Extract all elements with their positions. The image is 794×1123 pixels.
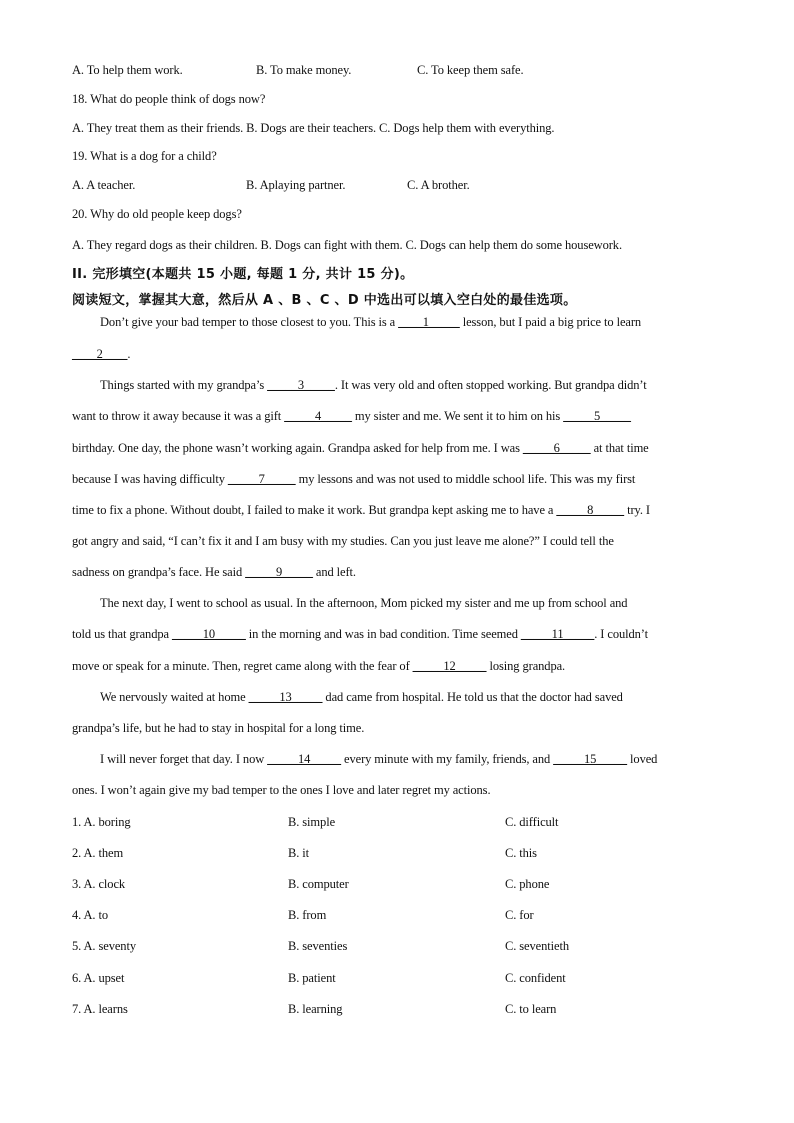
blank-15: _____15_____: [553, 752, 628, 766]
passage-line: [100, 752, 657, 767]
passage-text: .: [127, 347, 131, 361]
blank-10: _____10_____: [171, 627, 246, 641]
blank-2: ____2____: [72, 347, 128, 361]
choice-1-c: C. difficult: [505, 815, 559, 829]
blank-7: _____7_____: [227, 472, 296, 486]
choice-2-a: 2. A. them: [72, 846, 124, 860]
passage-text: . It was very old and often stopped working. But grandpa didn’t: [334, 378, 647, 392]
passage-text: in the morning and was in bad condition. Time seemed: [245, 627, 521, 641]
passage-line: [72, 627, 648, 642]
blank-6: _____6_____: [522, 441, 591, 455]
section-heading: II. 完形填空(本题共 15 小题, 每题 1 分, 共计 15 分)。: [72, 267, 414, 282]
passage-line: grandpa’s life, but he had to stay in hospital for a long time.: [72, 721, 365, 735]
passage-text: . I couldn’t: [594, 627, 649, 641]
passage-line: [72, 347, 130, 362]
q18-options: A. They treat them as their friends. B. Dogs are their teachers. C. Dogs help them with everything.: [72, 121, 555, 135]
passage-line: got angry and said, “I can’t fix it and I am busy with my studies. Can you just leave me alone?” I could tell the: [72, 534, 614, 548]
blank-8: _____8_____: [556, 503, 625, 517]
q20-options: A. They regard dogs as their children. B. Dogs can fight with them. C. Dogs can help them do some housework.: [72, 238, 622, 252]
blank-11: _____11_____: [520, 627, 595, 641]
choice-6-b: B. patient: [288, 971, 336, 985]
section-instruction: 阅读短文，掌握其大意，然后从 A 、B 、C 、D 中选出可以填入空白处的最佳选项。: [72, 293, 577, 308]
choice-1-b: B. simple: [288, 815, 336, 829]
passage-line: [72, 503, 650, 518]
passage-text: want to throw it away because it was a gift: [72, 409, 285, 423]
passage-line: [72, 659, 565, 674]
blank-3: _____3_____: [267, 378, 335, 392]
passage-line: [72, 441, 649, 456]
passage-line: [100, 378, 647, 393]
passage-text: I will never forget that day. I now: [100, 752, 268, 766]
choice-5-a: 5. A. seventy: [72, 939, 136, 953]
passage-text: Don’t give your bad temper to those closest to you. This is a: [100, 315, 399, 329]
q19-option-c: C. A brother.: [407, 178, 470, 192]
blank-9: _____9_____: [245, 565, 313, 579]
q19-option-a: A. A teacher.: [72, 178, 136, 192]
passage-text: and left.: [312, 565, 356, 579]
blank-1: ____1_____: [398, 315, 460, 329]
passage-text: Things started with my grandpa’s: [100, 378, 268, 392]
choice-2-b: B. it: [288, 846, 310, 860]
passage-text: dad came from hospital. He told us that the doctor had saved: [322, 690, 623, 704]
choice-7-c: C. to learn: [505, 1002, 557, 1016]
passage-line: [72, 472, 635, 487]
choice-5-b: B. seventies: [288, 939, 348, 953]
passage-text: losing grandpa.: [486, 659, 566, 673]
choice-3-b: B. computer: [288, 877, 349, 891]
q19-option-b: B. Aplaying partner.: [246, 178, 346, 192]
passage-text: because I was having difficulty: [72, 472, 228, 486]
passage-line: [100, 315, 641, 330]
blank-14: _____14_____: [267, 752, 341, 766]
choice-2-c: C. this: [505, 846, 537, 860]
choice-7-b: B. learning: [288, 1002, 343, 1016]
choice-6-c: C. confident: [505, 971, 566, 985]
choice-4-b: B. from: [288, 908, 327, 922]
blank-4: _____4_____: [284, 409, 352, 423]
q17-option-c: C. To keep them safe.: [417, 63, 524, 77]
choice-4-c: C. for: [505, 908, 534, 922]
passage-text: We nervously waited at home: [100, 690, 249, 704]
q18-question: 18. What do people think of dogs now?: [72, 92, 266, 106]
passage-text: my lessons and was not used to middle school life. This was my first: [295, 472, 636, 486]
passage-text: lesson, but I paid a big price to learn: [459, 315, 642, 329]
passage-text: time to fix a phone. Without doubt, I failed to make it work. But grandpa kept asking me to have a: [72, 503, 557, 517]
choice-1-a: 1. A. boring: [72, 815, 131, 829]
choice-4-a: 4. A. to: [72, 908, 109, 922]
passage-text: move or speak for a minute. Then, regret came along with the fear of: [72, 659, 413, 673]
passage-text: told us that grandpa: [72, 627, 172, 641]
choice-6-a: 6. A. upset: [72, 971, 125, 985]
choice-5-c: C. seventieth: [505, 939, 569, 953]
passage-text: try. I: [624, 503, 650, 517]
passage-text: sadness on grandpa’s face. He said: [72, 565, 246, 579]
passage-text: at that time: [590, 441, 649, 455]
blank-13: _____13_____: [248, 690, 323, 704]
q19-question: 19. What is a dog for a child?: [72, 149, 217, 163]
passage-line: ones. I won’t again give my bad temper to the ones I love and later regret my actions.: [72, 783, 491, 797]
choice-7-a: 7. A. learns: [72, 1002, 128, 1016]
passage-text: my sister and me. We sent it to him on his: [351, 409, 564, 423]
q17-option-a: A. To help them work.: [72, 63, 183, 77]
choice-3-c: C. phone: [505, 877, 550, 891]
q17-option-b: B. To make money.: [256, 63, 352, 77]
passage-text: birthday. One day, the phone wasn’t working again. Grandpa asked for help from me. I was: [72, 441, 523, 455]
passage-line: The next day, I went to school as usual. In the afternoon, Mom picked my sister and me up from school and: [100, 596, 628, 610]
blank-5: _____5_____: [563, 409, 631, 423]
passage-text: every minute with my family, friends, and: [341, 752, 554, 766]
passage-line: [72, 565, 356, 580]
passage-text: loved: [627, 752, 658, 766]
passage-line: [72, 409, 631, 424]
choice-3-a: 3. A. clock: [72, 877, 126, 891]
passage-line: [100, 690, 623, 705]
q20-question: 20. Why do old people keep dogs?: [72, 207, 242, 221]
blank-12: _____12_____: [412, 659, 487, 673]
